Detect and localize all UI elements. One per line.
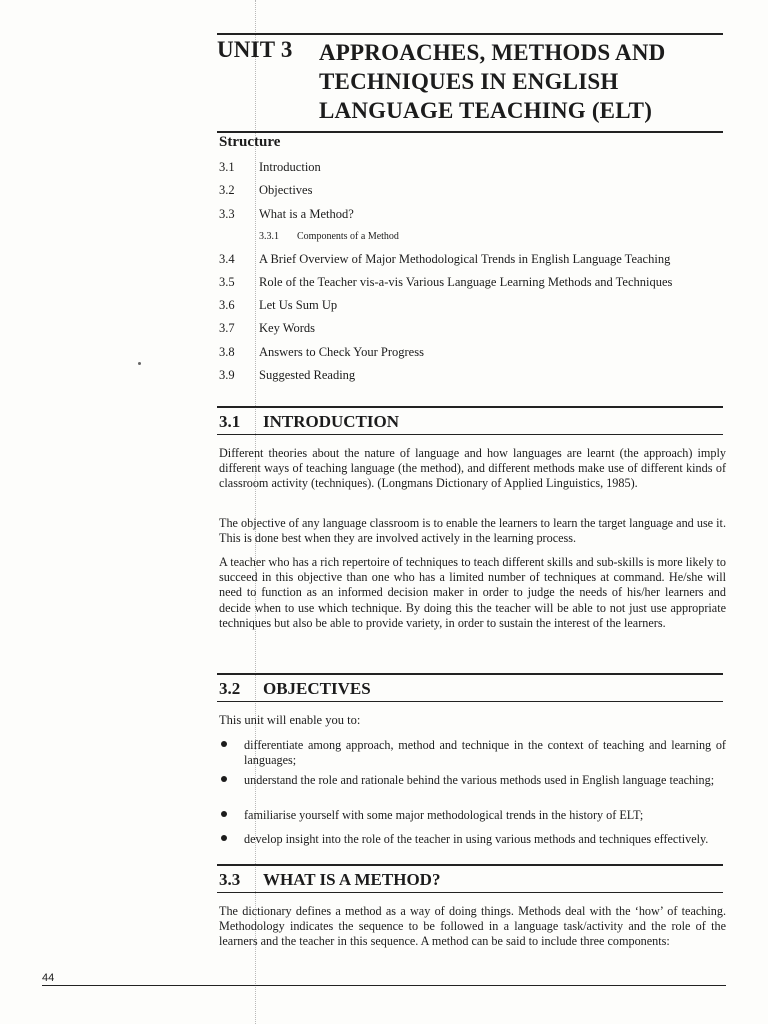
structure-heading: Structure: [219, 134, 281, 150]
toc-item-title: Introduction: [259, 160, 321, 174]
toc-item-number: 3.5: [219, 275, 235, 289]
list-item-text: familiarise yourself with some major methodological trends in the history of ELT;: [244, 808, 644, 822]
toc-item-number: 3.9: [219, 368, 235, 382]
intro-paragraph: The objective of any language classroom is to enable the learners to learn the target language and use it. This is done best when they are involved actively in the learning process.: [219, 516, 726, 546]
objectives-lead: This unit will enable you to:: [219, 713, 361, 727]
list-item-text: differentiate among approach, method and technique in the context of teaching and learning of languages;: [244, 738, 726, 767]
toc-item-title: Let Us Sum Up: [259, 298, 338, 312]
page-number: 44: [42, 972, 55, 984]
section-number: 3.3: [219, 870, 241, 889]
intro-paragraph: A teacher who has a rich repertoire of techniques to teach different skills and sub-skills is more likely to succeed in this objective than one who has a limited number of techniques at command. He/she will need to function as an informed decision maker in order to judge the needs of his/her learners and decide when to use which technique. By doing this the teacher will be able to not just use appropriate techniques but also be able to provide variety, in order to sustain the interest of the learners.: [219, 555, 726, 630]
toc-item-title: Components of a Method: [297, 231, 399, 242]
section-number: 3.1: [219, 412, 241, 431]
margin-speck: [138, 362, 141, 365]
bullet-icon: [221, 835, 227, 841]
bullet-icon: [221, 811, 227, 817]
section-heading-method: [217, 864, 723, 893]
list-item-text: develop insight into the role of the teacher in using various methods and techniques effectively.: [244, 832, 709, 846]
bullet-icon: [221, 741, 227, 747]
section-title: WHAT IS A METHOD?: [263, 870, 441, 889]
toc-item-title: A Brief Overview of Major Methodological Trends in English Language Teaching: [259, 252, 671, 266]
list-item-text: understand the role and rationale behind the various methods used in English language teaching;: [244, 773, 715, 787]
toc-item-title: Suggested Reading: [259, 368, 356, 382]
toc-item-title: What is a Method?: [259, 207, 354, 221]
toc-item-title: Role of the Teacher vis-a-vis Various Language Learning Methods and Techniques: [259, 275, 673, 289]
unit-title: [319, 38, 723, 125]
section-title: INTRODUCTION: [263, 412, 400, 431]
unit-number: UNIT 3: [217, 37, 293, 62]
intro-paragraph: Different theories about the nature of language and how languages are learnt (the approach) imply different ways of teaching language (the method), and different methods make use of different kinds of classroom activity (techniques). (Longmans Dictionary of Applied Linguistics, 1985).: [219, 446, 726, 491]
section-number: 3.2: [219, 679, 241, 698]
section-heading-introduction: [217, 406, 723, 435]
toc-item-number: 3.3.1: [259, 231, 279, 242]
section-heading-objectives: [217, 673, 723, 702]
method-paragraph: The dictionary defines a method as a way of doing things. Methods deal with the ‘how’ of teaching. Methodology indicates the sequence to be followed in a language task/activity and the role of the learners and the teacher in this sequence. A method can be said to include three components:: [219, 904, 726, 949]
footer-rule: [42, 985, 726, 986]
toc-item-title: Objectives: [259, 183, 313, 197]
toc-item-number: 3.2: [219, 183, 235, 197]
toc-item-number: 3.3: [219, 207, 235, 221]
unit-title-line: TECHNIQUES IN ENGLISH: [319, 69, 619, 94]
unit-heading: [217, 33, 723, 133]
toc-item-number: 3.8: [219, 345, 235, 359]
unit-title-line: LANGUAGE TEACHING (ELT): [319, 98, 653, 123]
toc-item-title: Answers to Check Your Progress: [259, 345, 424, 359]
bullet-icon: [221, 776, 227, 782]
section-title: OBJECTIVES: [263, 679, 371, 698]
toc-item-number: 3.6: [219, 298, 235, 312]
unit-title-line: APPROACHES, METHODS AND: [319, 40, 666, 65]
toc-item-number: 3.4: [219, 252, 235, 266]
toc-item-number: 3.1: [219, 160, 235, 174]
toc-item-number: 3.7: [219, 321, 235, 335]
toc-item-title: Key Words: [259, 321, 316, 335]
